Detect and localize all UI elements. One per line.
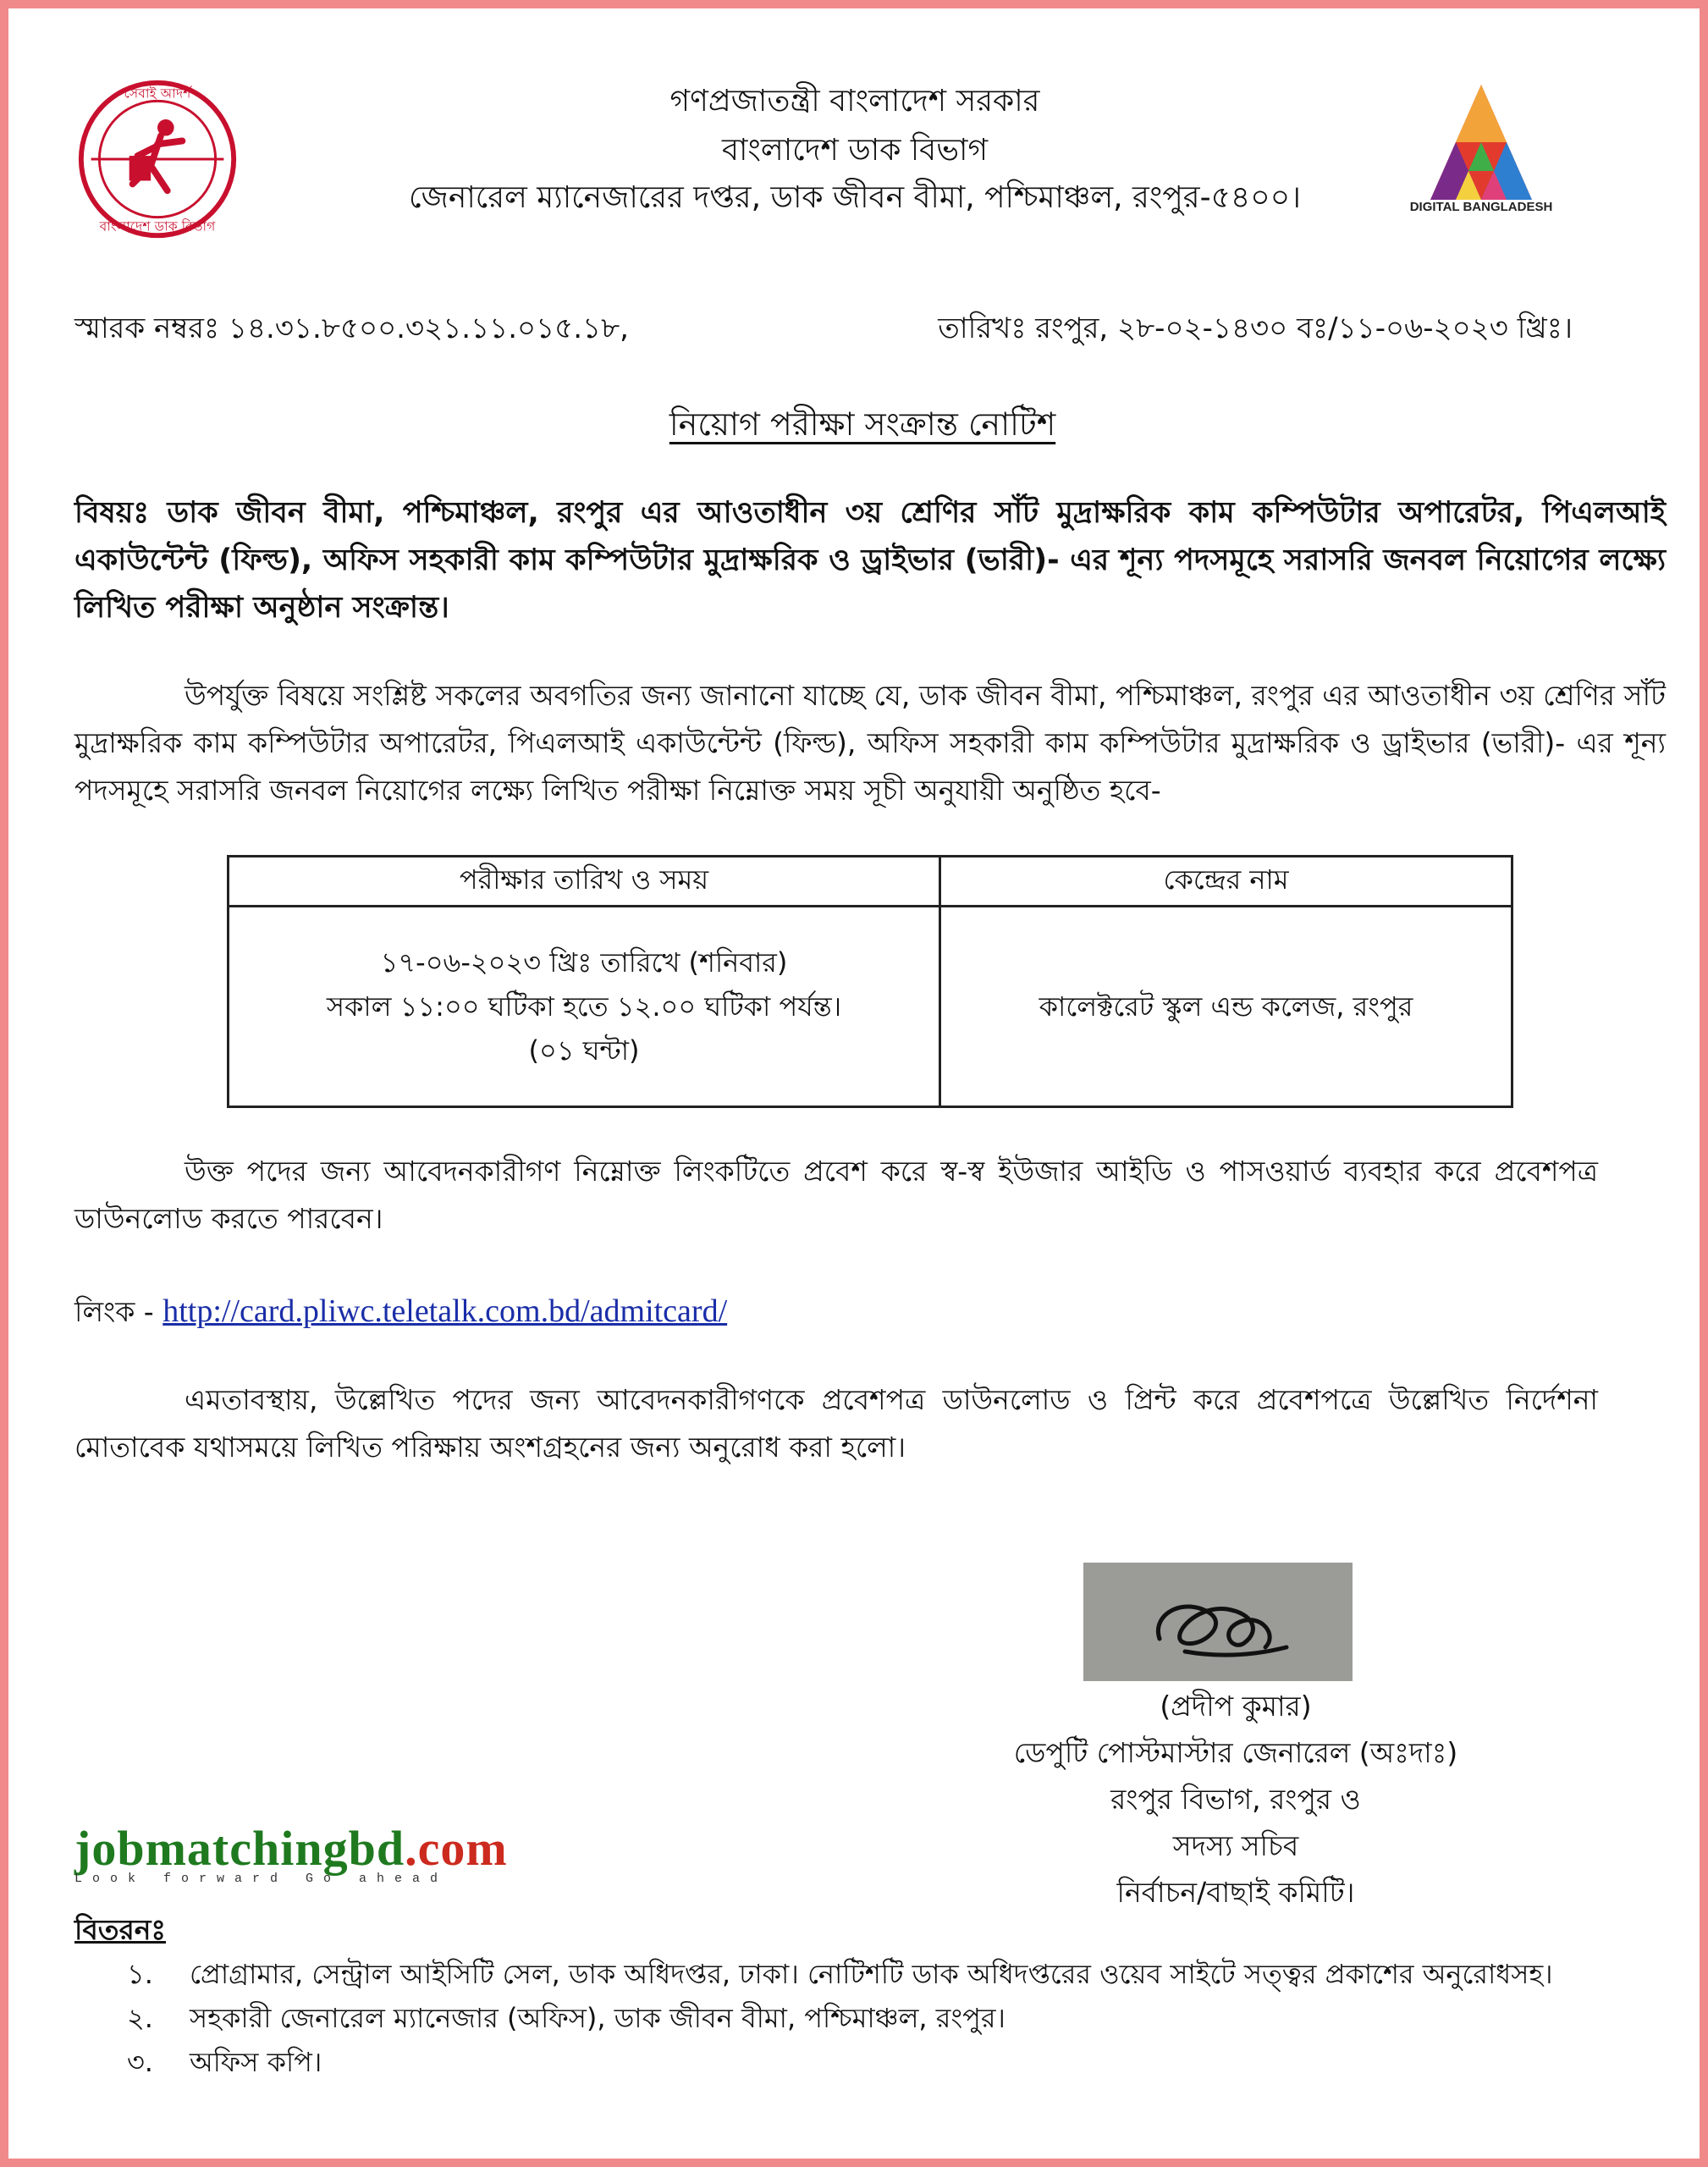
watermark — [74, 1820, 508, 1886]
signatory-block — [939, 1683, 1532, 1916]
signature-image — [1083, 1563, 1353, 1681]
paragraph-admit-card-text: উক্ত পদের জন্য আবেদনকারীগণ নিম্নোক্ত লিংকটিতে প্রবেশ করে স্ব-স্ব ইউজার আইডি ও পাসওয়ার্ড ব্যবহার করে প্রবেশপত্র ডাউনলোড করতে পারবেন। — [74, 1155, 1598, 1235]
list-item-text: প্রোগ্রামার, সেন্ট্রাল আইসিটি সেল, ডাক অধিদপ্তর, ঢাকা। নোটিশটি ডাক অধিদপ্তরের ওয়েব সাইটে সত্ত্বর প্রকাশের অনুরোধসহ। — [190, 1958, 1553, 1990]
exam-date-cell — [229, 907, 940, 1107]
list-item-number: ১. — [127, 1958, 153, 1990]
distribution-list — [127, 1952, 1676, 2084]
notice-title-text: নিয়োগ পরীক্ষা সংক্রান্ত নোটিশ — [669, 405, 1056, 443]
watermark-red-text: .com — [405, 1821, 508, 1876]
exam-time-line: সকাল ১১:০০ ঘটিকা হতে ১২.০০ ঘটিকা পর্যন্ত। — [326, 990, 842, 1023]
list-item-number: ৩. — [127, 2046, 153, 2078]
list-item-text: অফিস কপি। — [190, 2046, 322, 2078]
table-header-row — [229, 857, 1512, 907]
paragraph-admit-card — [74, 1148, 1598, 1243]
list-item-text: সহকারী জেনারেল ম্যানেজার (অফিস), ডাক জীবন বীমা, পশ্চিমাঞ্চল, রংপুর। — [190, 2002, 1006, 2034]
signatory-designation: ডেপুটি পোস্টমাস্টার জেনারেল (অঃদাঃ) — [1013, 1736, 1458, 1769]
exam-duration-line: (০১ ঘন্টা) — [528, 1034, 640, 1067]
signatory-name: (প্রদীপ কুমার) — [1160, 1690, 1312, 1723]
signatory-division: রংপুর বিভাগ, রংপুর ও — [1110, 1783, 1361, 1816]
signatory-committee: নির্বাচন/বাছাই কমিটি। — [1116, 1876, 1355, 1909]
memo-number: স্মারক নম্বরঃ ১৪.৩১.৮৫০০.৩২১.১১.০১৫.১৮, — [74, 312, 629, 345]
notice-title — [8, 400, 1708, 454]
signatory-role: সদস্য সচিব — [1172, 1829, 1299, 1862]
exam-date-line: ১৭-০৬-২০২৩ খ্রিঃ তারিখে (শনিবার) — [380, 946, 788, 979]
paragraph-intro-text: উপর্যুক্ত বিষয়ে সংশ্লিষ্ট সকলের অবগতির জন্য জানানো যাচ্ছে যে, ডাক জীবন বীমা, পশ্চিমাঞ্চল, রংপুর এর আওতাধীন ৩য় শ্রেণির সাঁট মুদ্রাক্ষরিক কাম কম্পিউটার অপারেটর, পিএলআই একাউন্টেন্ট (ফিল্ড), অফিস সহকারী কাম কম্পিউটার মুদ্রাক্ষরিক ও ড্রাইভার (ভারী)- এর শূন্য পদসমূহে সরাসরি জনবল নিয়োগের লক্ষ্যে লিখিত পরীক্ষা নিম্নোক্ত সময় সূচী অনুযায়ী অনুষ্ঠিত হবে- — [74, 679, 1666, 807]
dept-heading: বাংলাদেশ ডাক বিভাগ — [721, 133, 989, 168]
link-label: লিংক - — [74, 1295, 154, 1328]
list-item — [127, 1952, 1676, 1996]
paragraph-intro — [74, 672, 1666, 814]
header-center-name: কেন্দ্রের নাম — [940, 857, 1512, 907]
list-item — [127, 2040, 1676, 2084]
link-row — [74, 1290, 727, 1337]
distribution-title: বিতরনঃ — [74, 1913, 167, 1946]
header-exam-date: পরীক্ষার তারিখ ও সময় — [229, 857, 940, 907]
paragraph-instruction-text: এমতাবস্থায়, উল্লেখিত পদের জন্য আবেদনকারীগণকে প্রবেশপত্র ডাউনলোড ও প্রিন্ট করে প্রবেশপত্রে উল্লেখিত নির্দেশনা মোতাবেক যথাসময়ে লিখিত পরিক্ষায় অংশগ্রহনের জন্য অনুরোধ করা হলো। — [74, 1383, 1598, 1464]
list-item-number: ২. — [127, 2002, 153, 2034]
table-row — [229, 907, 1512, 1107]
exam-schedule-table — [227, 855, 1513, 1108]
exam-center-cell: কালেক্টরেট স্কুল এন্ড কলেজ, রংপুর — [940, 907, 1512, 1107]
govt-heading: গণপ্রজাতন্ত্রী বাংলাদেশ সরকার — [669, 84, 1040, 119]
signature-scribble — [1083, 1563, 1353, 1681]
watermark-tagline: Look forward Go ahead — [74, 1872, 449, 1886]
digital-bangladesh-label: DIGITAL BANGLADESH — [1409, 200, 1553, 214]
post-logo-text: বাংলাদেশ ডাক বিভাগ — [99, 218, 216, 234]
subject: বিষয়ঃ ডাক জীবন বীমা, পশ্চিমাঞ্চল, রংপুর এর আওতাধীন ৩য় শ্রেণির সাঁট মুদ্রাক্ষরিক কাম কম্পিউটার অপারেটর, পিএলআই একাউন্টেন্ট (ফিল্ড), অফিস সহকারী কাম কম্পিউটার মুদ্রাক্ষরিক ও ড্রাইভার (ভারী)- এর শূন্য পদসমূহে সরাসরি জনবল নিয়োগের লক্ষ্যে লিখিত পরীক্ষা অনুষ্ঠান সংক্রান্ত। — [74, 496, 1666, 625]
post-logo-top-text: সেবাই আদর্শ — [124, 85, 191, 102]
office-heading: জেনারেল ম্যানেজারের দপ্তর, ডাক জীবন বীমা, পশ্চিমাঞ্চল, রংপুর-৫৪০০। — [409, 180, 1301, 215]
paragraph-instruction — [74, 1376, 1598, 1471]
list-item — [127, 1996, 1676, 2040]
memo-date: তারিখঃ রংপুর, ২৮-০২-১৪৩০ বঃ/১১-০৬-২০২৩ খ্রিঃ। — [938, 312, 1573, 345]
watermark-green-text: jobmatchingbd — [74, 1821, 405, 1876]
admit-card-link[interactable]: http://card.pliwc.teletalk.com.bd/admitcard/ — [163, 1293, 728, 1329]
bangladesh-post-logo — [74, 76, 240, 242]
watermark-logo — [74, 1820, 508, 1877]
